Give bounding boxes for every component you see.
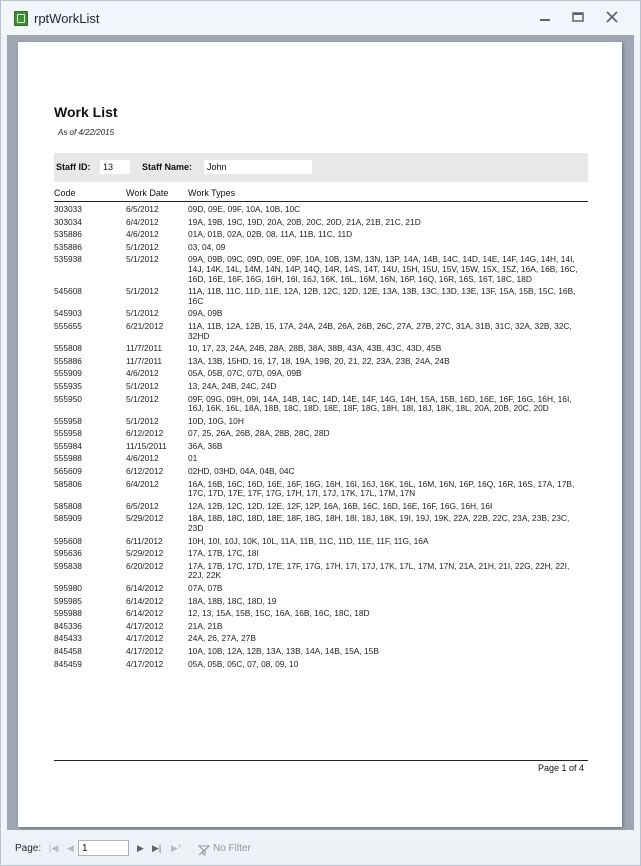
row-code: 595636 bbox=[54, 548, 82, 559]
minimize-button[interactable] bbox=[537, 10, 553, 24]
table-row bbox=[54, 466, 588, 479]
row-work-date: 6/12/2012 bbox=[126, 428, 164, 439]
table-row bbox=[54, 343, 588, 356]
table-row bbox=[54, 621, 588, 634]
first-page-icon[interactable]: |◀ bbox=[49, 843, 59, 853]
row-code: 555886 bbox=[54, 355, 82, 366]
row-work-date: 5/1/2012 bbox=[126, 393, 159, 404]
row-code: 845336 bbox=[54, 620, 82, 631]
last-page-icon[interactable]: ▶| bbox=[152, 843, 162, 853]
close-button[interactable] bbox=[604, 10, 620, 24]
row-work-date: 6/4/2012 bbox=[126, 216, 159, 227]
staff-name-label: Staff Name: bbox=[142, 162, 193, 172]
row-work-date: 11/7/2011 bbox=[126, 355, 163, 366]
row-work-types: 05A, 05B, 05C, 07, 08, 09, 10 bbox=[188, 658, 299, 669]
row-work-date: 11/7/2011 bbox=[126, 343, 163, 354]
no-filter-button[interactable]: No Filter bbox=[213, 843, 251, 854]
table-row bbox=[54, 596, 588, 609]
row-code: 845433 bbox=[54, 633, 82, 644]
row-work-date: 6/14/2012 bbox=[126, 595, 164, 606]
table-row bbox=[54, 501, 588, 514]
staff-id-value: 13 bbox=[100, 160, 130, 174]
row-work-types: 01 bbox=[188, 453, 198, 464]
row-work-types: 09F, 09G, 09H, 09I, 14A, 14B, 14C, 14D, 14E, 14F, 14G, 14H, 15A, 15B, 16D, 16E, 16F, 16G, 16H, 16I, 16J, 16K, 16L, 18A, 18B, 18C, 18D, 18E, 18F, 18G, 18H, 18I, 18J, 18K, 18L, 20A, 20B, 20C, 20D bbox=[188, 393, 572, 414]
row-work-types: 17A, 17B, 17C, 17D, 17E, 17F, 17G, 17H, 17I, 17J, 17K, 17L, 17M, 17N, 21A, 21H, 21I, 22G, 22H, 22I, 22J, 22K bbox=[188, 560, 570, 581]
restore-button[interactable] bbox=[570, 10, 586, 24]
row-work-types: 11A, 11B, 11C, 11D, 11E, 12A, 12B, 12C, 12D, 12E, 13A, 13B, 13C, 13D, 13E, 13F, 15A, 15B, 15C, 16B, 16C bbox=[188, 286, 576, 306]
row-work-types: 09D, 09E, 09F, 10A, 10B, 10C bbox=[188, 204, 301, 214]
table-row bbox=[54, 356, 588, 369]
table-row bbox=[54, 229, 588, 242]
table-row bbox=[54, 254, 588, 286]
row-work-types: 11A, 11B, 12A, 12B, 15, 17A, 24A, 24B, 26A, 26B, 26C, 27A, 27B, 27C, 31A, 31B, 31C, 32A, 32B, 32C, 32HD bbox=[188, 320, 572, 341]
row-work-date: 6/5/2012 bbox=[126, 500, 159, 511]
navigation-bar bbox=[1, 835, 640, 865]
row-code: 595980 bbox=[54, 583, 82, 593]
row-work-date: 6/5/2012 bbox=[126, 204, 159, 214]
row-work-date: 5/29/2012 bbox=[126, 548, 164, 559]
row-code: 303034 bbox=[54, 216, 82, 227]
row-work-types: 16A, 16B, 16C, 16D, 16E, 16F, 16G, 16H, 16I, 16J, 16K, 16L, 16M, 16N, 16P, 16Q, 16R, 16S, 17A, 17B, 17C, 17D, 17E, 17F, 17G, 17H, 17I, 17J, 17K, 17L, 17M, 17N bbox=[188, 478, 575, 499]
row-code: 555655 bbox=[54, 320, 82, 331]
row-code: 535938 bbox=[54, 254, 82, 265]
table-row bbox=[54, 561, 588, 583]
row-work-date: 4/6/2012 bbox=[126, 453, 159, 464]
new-record-icon[interactable]: ▶* bbox=[171, 843, 182, 853]
report-page bbox=[18, 42, 622, 827]
row-code: 585808 bbox=[54, 500, 82, 511]
row-work-date: 4/6/2012 bbox=[126, 368, 159, 379]
row-code: 555984 bbox=[54, 440, 82, 451]
row-work-types: 10H, 10I, 10J, 10K, 10L, 11A, 11B, 11C, 11D, 11E, 11F, 11G, 16A bbox=[188, 535, 429, 546]
report-title: Work List bbox=[54, 104, 118, 120]
row-work-date: 4/17/2012 bbox=[126, 633, 164, 644]
row-work-types: 13, 24A, 24B, 24C, 24D bbox=[188, 380, 277, 391]
row-work-date: 6/11/2012 bbox=[126, 535, 163, 546]
row-work-types: 05A, 05B, 07C, 07D, 09A, 09B bbox=[188, 368, 302, 379]
row-work-types: 10A, 10B, 12A, 12B, 13A, 13B, 14A, 14B, 15A, 15B bbox=[188, 645, 379, 656]
row-work-date: 5/1/2012 bbox=[126, 286, 159, 297]
row-work-types: 19A, 19B, 19C, 19D, 20A, 20B, 20C, 20D, 21A, 21B, 21C, 21D bbox=[188, 216, 421, 227]
row-code: 585909 bbox=[54, 513, 82, 524]
row-work-date: 5/29/2012 bbox=[126, 513, 164, 524]
table-row bbox=[54, 368, 588, 381]
table-row bbox=[54, 633, 588, 646]
row-code: 565609 bbox=[54, 466, 82, 477]
row-code: 555950 bbox=[54, 393, 82, 404]
row-code: 555988 bbox=[54, 453, 82, 464]
row-code: 545608 bbox=[54, 286, 82, 297]
page-number-footer: Page 1 of 4 bbox=[537, 763, 584, 773]
row-work-types: 10D, 10G, 10H bbox=[188, 415, 244, 426]
row-work-date: 5/1/2012 bbox=[126, 241, 159, 252]
work-list-rows bbox=[54, 204, 588, 671]
row-work-types: 10, 17, 23, 24A, 24B, 28A, 28B, 38A, 38B, 43A, 43B, 43C, 43D, 45B bbox=[188, 343, 442, 354]
column-header-work-date: Work Date bbox=[126, 188, 169, 198]
table-row bbox=[54, 583, 588, 596]
row-code: 595838 bbox=[54, 560, 82, 571]
table-row bbox=[54, 513, 588, 535]
table-row bbox=[54, 321, 588, 343]
row-work-types: 21A, 21B bbox=[188, 620, 223, 631]
table-row bbox=[54, 394, 588, 416]
row-work-date: 4/17/2012 bbox=[126, 620, 164, 631]
row-work-date: 6/14/2012 bbox=[126, 583, 164, 593]
row-work-types: 17A, 17B, 17C, 18I bbox=[188, 548, 259, 559]
row-work-date: 5/1/2012 bbox=[126, 254, 159, 265]
row-work-date: 6/4/2012 bbox=[126, 478, 159, 489]
row-work-types: 24A, 26, 27A, 27B bbox=[188, 633, 256, 644]
table-row bbox=[54, 416, 588, 429]
restore-icon bbox=[570, 10, 586, 24]
access-report-icon bbox=[14, 11, 28, 26]
table-row bbox=[54, 308, 588, 321]
row-code: 595608 bbox=[54, 535, 82, 546]
row-work-date: 6/20/2012 bbox=[126, 560, 164, 571]
row-code: 845458 bbox=[54, 645, 82, 656]
table-row bbox=[54, 479, 588, 501]
row-code: 555808 bbox=[54, 343, 82, 354]
row-code: 555935 bbox=[54, 380, 82, 391]
row-work-date: 5/1/2012 bbox=[126, 415, 159, 426]
table-row bbox=[54, 659, 588, 672]
row-code: 535886 bbox=[54, 241, 82, 252]
row-work-types: 02HD, 03HD, 04A, 04B, 04C bbox=[188, 466, 295, 477]
table-row bbox=[54, 608, 588, 621]
footer-divider bbox=[54, 760, 588, 761]
row-work-types: 07, 25, 26A, 26B, 28A, 28B, 28C, 28D bbox=[188, 428, 330, 439]
row-code: 555909 bbox=[54, 368, 82, 379]
column-header-code: Code bbox=[54, 188, 76, 198]
row-work-types: 01A, 01B, 02A, 02B, 08, 11A, 11B, 11C, 11D bbox=[188, 229, 353, 240]
table-row bbox=[54, 441, 588, 454]
staff-header-band bbox=[54, 153, 588, 182]
page-label: Page: bbox=[15, 843, 42, 854]
row-work-types: 09A, 09B bbox=[188, 308, 223, 319]
row-work-types: 13A, 13B, 15HD, 16, 17, 18, 19A, 19B, 20, 21, 22, 23A, 23B, 24A, 24B bbox=[188, 355, 450, 366]
row-code: 555958 bbox=[54, 415, 82, 426]
row-code: 845459 bbox=[54, 658, 82, 669]
row-code: 595988 bbox=[54, 608, 82, 619]
report-as-of-date: As of 4/22/2015 bbox=[58, 128, 115, 137]
row-code: 545903 bbox=[54, 308, 82, 319]
row-code: 303033 bbox=[54, 204, 82, 214]
page-number-input[interactable]: 1 bbox=[78, 840, 129, 856]
row-work-date: 4/17/2012 bbox=[126, 658, 164, 669]
table-row bbox=[54, 204, 588, 217]
row-work-date: 6/21/2012 bbox=[126, 320, 164, 331]
table-row bbox=[54, 428, 588, 441]
row-work-date: 6/14/2012 bbox=[126, 608, 164, 619]
table-row bbox=[54, 242, 588, 255]
minimize-icon bbox=[537, 10, 553, 24]
table-row bbox=[54, 381, 588, 394]
row-work-types: 12A, 12B, 12C, 12D, 12E, 12F, 12P, 16A, 16B, 16C, 16D, 16E, 16F, 16G, 16H, 16I bbox=[188, 500, 493, 511]
row-work-types: 36A, 36B bbox=[188, 440, 223, 451]
table-row bbox=[54, 286, 588, 308]
table-row bbox=[54, 453, 588, 466]
row-work-date: 11/15/2011 bbox=[126, 440, 167, 451]
table-row bbox=[54, 646, 588, 659]
row-work-date: 5/1/2012 bbox=[126, 380, 159, 391]
window-title: rptWorkList bbox=[34, 11, 100, 26]
row-code: 535886 bbox=[54, 229, 82, 240]
table-row bbox=[54, 536, 588, 549]
table-row bbox=[54, 217, 588, 230]
column-header-work-types: Work Types bbox=[188, 188, 236, 198]
next-page-icon[interactable]: ▶ bbox=[137, 843, 144, 853]
row-work-date: 6/12/2012 bbox=[126, 466, 164, 477]
report-preview-area[interactable] bbox=[7, 35, 634, 830]
row-work-types: 18A, 18B, 18C, 18D, 19 bbox=[188, 595, 277, 606]
staff-id-label: Staff ID: bbox=[56, 162, 91, 172]
row-work-date: 5/1/2012 bbox=[126, 308, 159, 319]
row-work-types: 12, 13, 15A, 15B, 15C, 16A, 16B, 16C, 18C, 18D bbox=[188, 608, 370, 619]
table-row bbox=[54, 548, 588, 561]
row-work-types: 09A, 09B, 09C, 09D, 09E, 09F, 10A, 10B, 13M, 13N, 13P, 14A, 14B, 14C, 14D, 14E, 14F, 14G, 14H, 14I, 14J, 14K, 14L, 14M, 14N, 14P, 14Q, 14R, 14S, 14T, 14U, 15H, 15U, 15V, 15W, 15X, 15Z, 16A, 16B, 16C, 16D, 16E, 16F, 16G, 16H, 16I, 16J, 16K, 16L, 16M, 16N, 16P, 16Q, 16R, 16S, 16T, 18C, 18D bbox=[188, 254, 578, 284]
title-bar bbox=[1, 1, 640, 35]
row-code: 595985 bbox=[54, 595, 82, 606]
row-code: 555958 bbox=[54, 428, 82, 439]
row-code: 585806 bbox=[54, 478, 82, 489]
header-divider bbox=[54, 201, 588, 202]
row-work-types: 07A, 07B bbox=[188, 583, 223, 593]
close-icon bbox=[604, 10, 620, 24]
previous-page-icon[interactable]: ◀ bbox=[67, 843, 74, 853]
filter-icon bbox=[198, 843, 210, 854]
row-work-types: 18A, 18B, 18C, 18D, 18E, 18F, 18G, 18H, 18I, 18J, 18K, 19I, 19J, 19K, 22A, 22B, 22C, 23A, 23B, 23C, 23D bbox=[188, 513, 570, 534]
staff-name-value: John bbox=[204, 160, 312, 174]
row-work-types: 03, 04, 09 bbox=[188, 241, 226, 252]
row-work-date: 4/6/2012 bbox=[126, 229, 159, 240]
row-work-date: 4/17/2012 bbox=[126, 645, 164, 656]
